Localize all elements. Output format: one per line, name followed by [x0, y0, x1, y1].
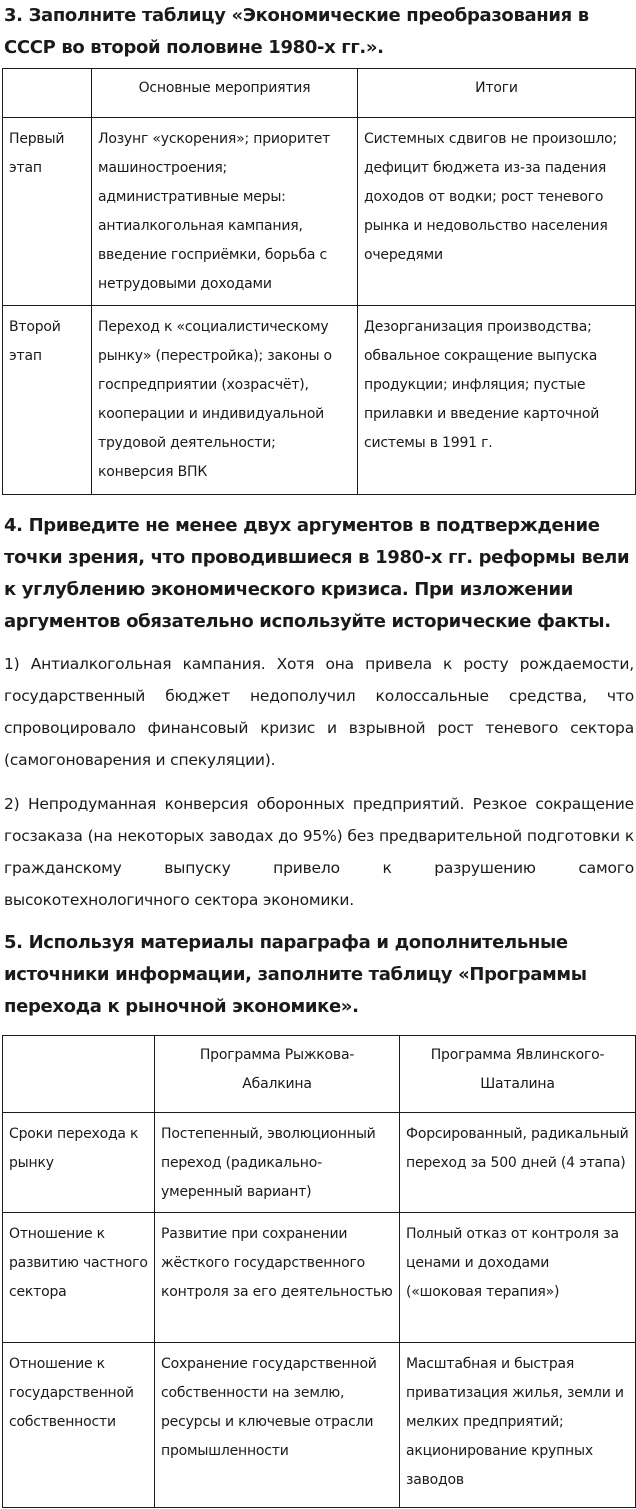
task-4-heading: 4. Приведите не менее двух аргументов в подтверждение точки зрения, что проводившиеся в 1980-х гг. реформы вели к углублению экономического кризиса. При изложении аргументов обязательно используйте исторические факты. [4, 515, 630, 632]
table-row [3, 1113, 636, 1213]
table-row [3, 1213, 636, 1343]
table-row [3, 118, 636, 306]
yavlinsky-shatalin-cell: Масштабная и быстрая приватизация жилья, земли и мелких предприятий; акционирование крупных заводов [400, 1343, 636, 1508]
criterion-cell: Отношение к государственной собственности [3, 1343, 155, 1508]
ryzhkov-abalkin-cell: Постепенный, эволюционный переход (радикально-умеренный вариант) [155, 1113, 400, 1213]
criterion-cell: Сроки перехода к рынку [3, 1113, 155, 1213]
table-row [3, 306, 636, 495]
reforms-table [2, 68, 636, 495]
header-cell-yavlinsky-shatalin: Программа Явлинского-Шаталина [400, 1036, 636, 1113]
header-cell-empty [3, 69, 92, 118]
task-3-heading: 3. Заполните таблицу «Экономические преобразования в СССР во второй половине 1980-х гг.». [4, 5, 589, 58]
criterion-cell: Отношение к развитию частного сектора [3, 1213, 155, 1343]
table-row [3, 1343, 636, 1508]
measures-cell: Переход к «социалистическому рынку» (перестройка); законы о госпредприятии (хозрасчёт), кооперации и индивидуальной трудовой деятельности; конверсия ВПК [92, 306, 358, 495]
argument-paragraph-1: 1) Антиалкогольная кампания. Хотя она привела к росту рождаемости, государственный бюджет недополучил колоссальные средства, что спровоцировало финансовый кризис и взрывной рост теневого сектора (самогоноварения и спекуляции). [4, 655, 634, 769]
yavlinsky-shatalin-cell: Форсированный, радикальный переход за 500 дней (4 этапа) [400, 1113, 636, 1213]
ryzhkov-abalkin-cell: Сохранение государственной собственности на землю, ресурсы и ключевые отрасли промышленности [155, 1343, 400, 1508]
results-cell: Дезорганизация производства; обвальное сокращение выпуска продукции; инфляция; пустые прилавки и введение карточной системы в 1991 г. [358, 306, 636, 495]
header-cell-empty [3, 1036, 155, 1113]
header-cell-ryzhkov-abalkin: Программа Рыжкова-Абалкина [155, 1036, 400, 1113]
header-cell-measures: Основные мероприятия [92, 69, 358, 118]
task-5-heading: 5. Используя материалы параграфа и дополнительные источники информации, заполните таблицу «Программы перехода к рыночной экономике». [4, 932, 587, 1017]
results-cell: Системных сдвигов не произошло; дефицит бюджета из-за падения доходов от водки; рост теневого рынка и недовольство населения очередями [358, 118, 636, 306]
header-cell-results: Итоги [358, 69, 636, 118]
stage-cell: Первый этап [3, 118, 92, 306]
measures-cell: Лозунг «ускорения»; приоритет машиностроения; административные меры: антиалкогольная кампания, введение госприёмки, борьба с нетрудовыми доходами [92, 118, 358, 306]
yavlinsky-shatalin-cell: Полный отказ от контроля за ценами и доходами («шоковая терапия») [400, 1213, 636, 1343]
table-header-row [3, 69, 636, 118]
market-programs-table [2, 1035, 636, 1508]
argument-paragraph-2: 2) Непродуманная конверсия оборонных предприятий. Резкое сокращение госзаказа (на некоторых заводах до 95%) без предварительной подготовки к гражданскому выпуску привело к разрушению самого высокотехнологичного сектора экономики. [4, 795, 634, 909]
ryzhkov-abalkin-cell: Развитие при сохранении жёсткого государственного контроля за его деятельностью [155, 1213, 400, 1343]
stage-cell: Второй этап [3, 306, 92, 495]
table-header-row [3, 1036, 636, 1113]
